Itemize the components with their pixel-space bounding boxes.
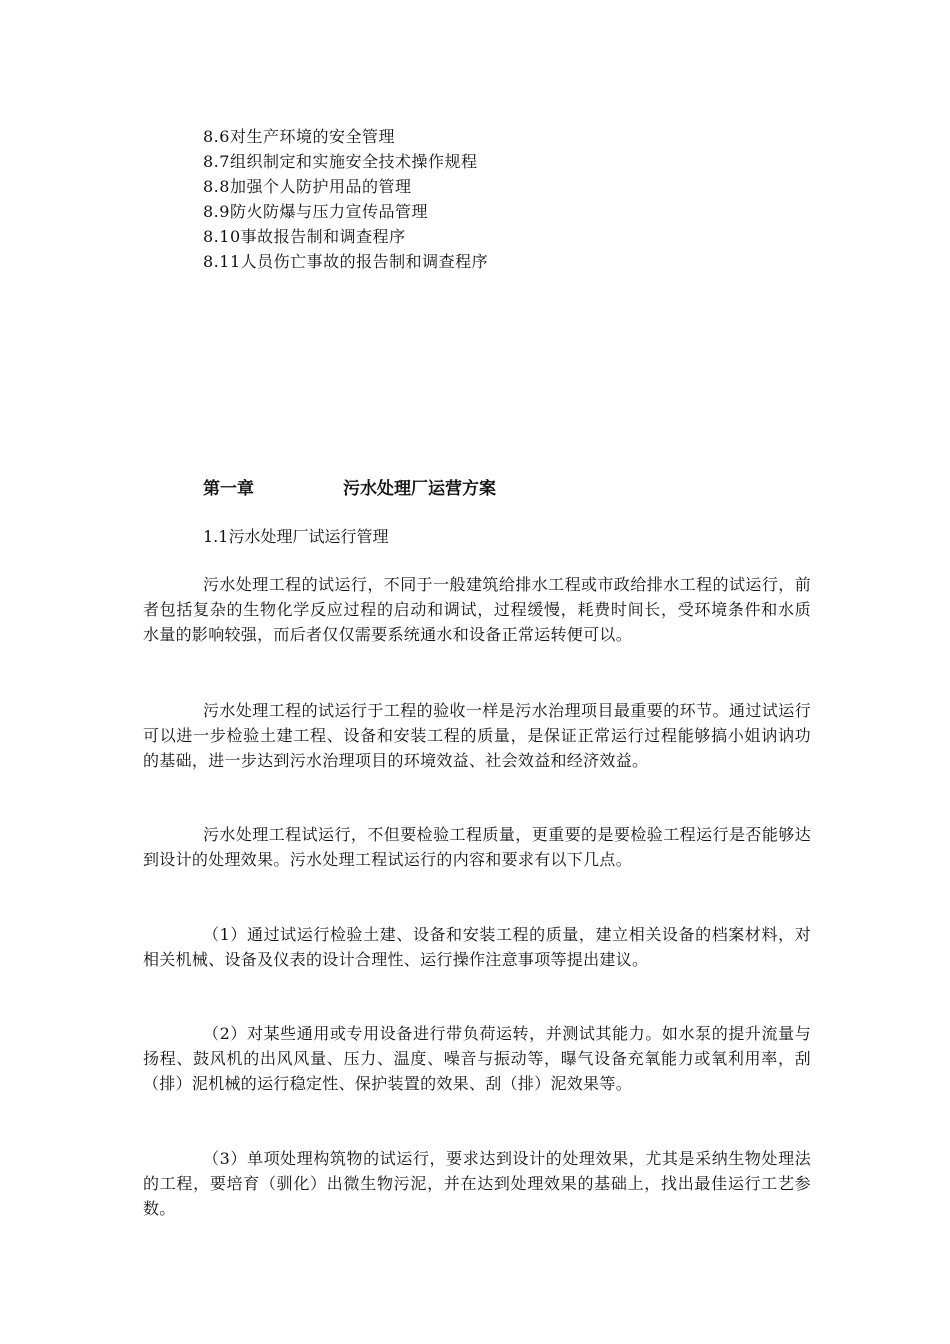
body-paragraph: （1）通过试运行检验土建、设备和安装工程的质量，建立相关设备的档案材料，对相关机械、设备及仪表的设计合理性、运行操作注意事项等提出建议。 [143, 925, 811, 969]
toc-item: 8.11人员伤亡事故的报告制和调查程序 [203, 252, 489, 271]
toc-item: 8.10事故报告制和调查程序 [203, 227, 406, 246]
toc-item: 8.6对生产环境的安全管理 [203, 127, 395, 146]
chapter-heading [203, 474, 496, 499]
body-paragraph: 污水处理工程试运行，不但要检验工程质量，更重要的是要检验工程运行是否能够达到设计的处理效果。污水处理工程试运行的内容和要求有以下几点。 [143, 825, 811, 869]
body-paragraph: （2）对某些通用或专用设备进行带负荷运转，并测试其能力。如水泵的提升流量与扬程、鼓风机的出风风量、压力、温度、噪音与振动等，曝气设备充氧能力或氧利用率，刮（排）泥机械的运行稳定性、保护装置的效果、刮（排）泥效果等。 [143, 1024, 811, 1093]
body-paragraph: （3）单项处理构筑物的试运行，要求达到设计的处理效果，尤其是采纳生物处理法的工程，要培育（驯化）出微生物污泥，并在达到处理效果的基础上，找出最佳运行工艺参数。 [143, 1149, 811, 1218]
body-paragraph: 污水处理工程的试运行于工程的验收一样是污水治理项目最重要的环节。通过试运行可以进一步检验土建工程、设备和安装工程的质量，是保证正常运行过程能够搞小姐讷讷功的基础，进一步达到污水治理项目的环境效益、社会效益和经济效益。 [143, 701, 811, 770]
toc-item: 8.8加强个人防护用品的管理 [203, 177, 412, 196]
section-heading: 1.1污水处理厂试运行管理 [203, 527, 389, 546]
chapter-title: 污水处理厂运营方案 [343, 479, 496, 499]
table-of-contents [203, 124, 488, 274]
toc-item: 8.7组织制定和实施安全技术操作规程 [203, 152, 478, 171]
toc-item: 8.9防火防爆与压力宣传品管理 [203, 202, 428, 221]
body-paragraph: 污水处理工程的试运行，不同于一般建筑给排水工程或市政给排水工程的试运行，前者包括复杂的生物化学反应过程的启动和调试，过程缓慢，耗费时间长，受环境条件和水质水量的影响较强，而后者仅仅需要系统通水和设备正常运转便可以。 [143, 575, 811, 644]
chapter-number: 第一章 [203, 479, 254, 499]
